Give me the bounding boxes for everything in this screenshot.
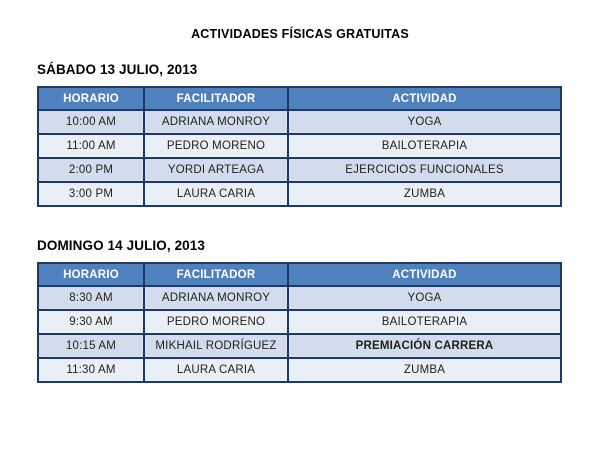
table-row (38, 158, 561, 182)
column-header-facilitador: FACILITADOR (144, 87, 288, 110)
cell-facilitador: LAURA CARIA (144, 182, 288, 206)
column-header-horario: HORARIO (38, 263, 144, 286)
cell-horario: 9:30 AM (38, 310, 144, 334)
table-header-row (38, 87, 561, 110)
cell-facilitador: LAURA CARIA (144, 358, 288, 382)
table-row (38, 286, 561, 310)
table-row (38, 310, 561, 334)
cell-actividad: ZUMBA (288, 358, 561, 382)
table-header-row (38, 263, 561, 286)
schedule-table-sunday (37, 262, 562, 383)
schedule-table-saturday (37, 86, 562, 207)
column-header-horario: HORARIO (38, 87, 144, 110)
cell-facilitador: ADRIANA MONROY (144, 110, 288, 134)
cell-actividad: BAILOTERAPIA (288, 134, 561, 158)
table-row (38, 334, 561, 358)
section-heading-saturday: SÁBADO 13 JULIO, 2013 (37, 62, 198, 77)
cell-horario: 10:15 AM (38, 334, 144, 358)
cell-facilitador: ADRIANA MONROY (144, 286, 288, 310)
cell-facilitador: MIKHAIL RODRÍGUEZ (144, 334, 288, 358)
document-title: ACTIVIDADES FÍSICAS GRATUITAS (191, 27, 409, 41)
cell-actividad: BAILOTERAPIA (288, 310, 561, 334)
cell-actividad: YOGA (288, 286, 561, 310)
cell-actividad-emphasis: PREMIACIÓN CARRERA (288, 334, 561, 358)
section-heading-sunday: DOMINGO 14 JULIO, 2013 (37, 238, 206, 253)
cell-facilitador: PEDRO MORENO (144, 134, 288, 158)
cell-horario: 3:00 PM (38, 182, 144, 206)
cell-facilitador: PEDRO MORENO (144, 310, 288, 334)
cell-actividad: ZUMBA (288, 182, 561, 206)
table-row (38, 182, 561, 206)
column-header-facilitador: FACILITADOR (144, 263, 288, 286)
cell-horario: 8:30 AM (38, 286, 144, 310)
cell-facilitador: YORDI ARTEAGA (144, 158, 288, 182)
cell-actividad: EJERCICIOS FUNCIONALES (288, 158, 561, 182)
column-header-actividad: ACTIVIDAD (288, 263, 561, 286)
table-row (38, 134, 561, 158)
cell-horario: 10:00 AM (38, 110, 144, 134)
cell-actividad: YOGA (288, 110, 561, 134)
table-row (38, 358, 561, 382)
table-row (38, 110, 561, 134)
column-header-actividad: ACTIVIDAD (288, 87, 561, 110)
cell-horario: 11:00 AM (38, 134, 144, 158)
cell-horario: 2:00 PM (38, 158, 144, 182)
cell-horario: 11:30 AM (38, 358, 144, 382)
